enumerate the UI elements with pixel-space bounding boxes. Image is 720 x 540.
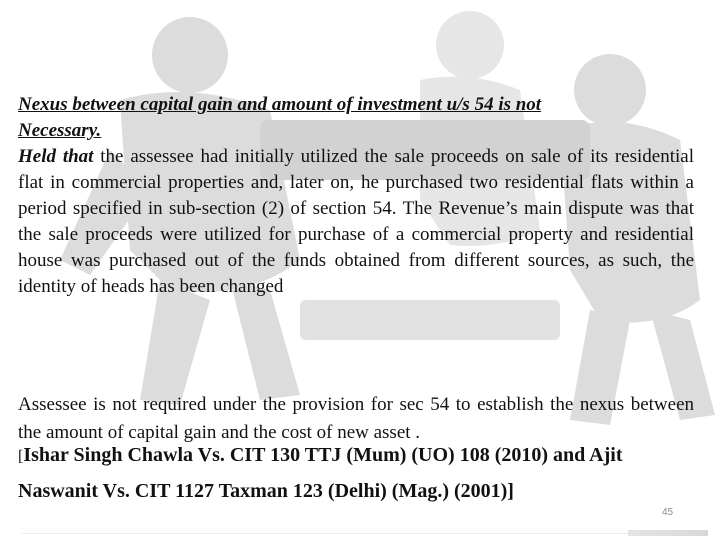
page-number: 45 — [662, 507, 674, 518]
nexus-paragraph: Assessee is not required under the provision for sec 54 to establish the nexus between the amount of capital gain and the cost of new asset . — [18, 394, 694, 443]
citation-open-bracket: [ — [18, 448, 24, 465]
case-citation — [18, 438, 708, 508]
heading-line-1: Nexus between capital gain and amount of investment u/s 54 is not — [18, 94, 542, 115]
citation-line-2: Naswanit Vs. CIT 1127 Taxman 123 (Delhi) (Mag.) (2001)] — [18, 480, 514, 502]
citation-line-1: Ishar Singh Chawla Vs. CIT 130 TTJ (Mum) (UO) 108 (2010) and Ajit — [23, 444, 623, 466]
footer-rule — [22, 533, 698, 534]
heading-line-2: Necessary. — [18, 120, 102, 141]
held-lead: Held that — [18, 146, 94, 167]
slide-heading — [18, 92, 694, 144]
footer-watermark — [628, 530, 708, 536]
held-paragraph — [18, 144, 694, 300]
held-body: the assessee had initially utilized the sale proceeds on sale of its residential flat in commercial properties and, later on, he purchased two residential flats within a period specified in sub-section (2) of section 54. The Revenue’s main dispute was that the sale proceeds were utilized for purchase of a commercial property and residential house was purchased out of the funds obtained from different sources, as such, the identity of heads has been changed — [18, 146, 694, 297]
figure-head-middle — [436, 11, 504, 79]
main-content — [18, 92, 694, 300]
figure-head-left — [152, 17, 228, 93]
